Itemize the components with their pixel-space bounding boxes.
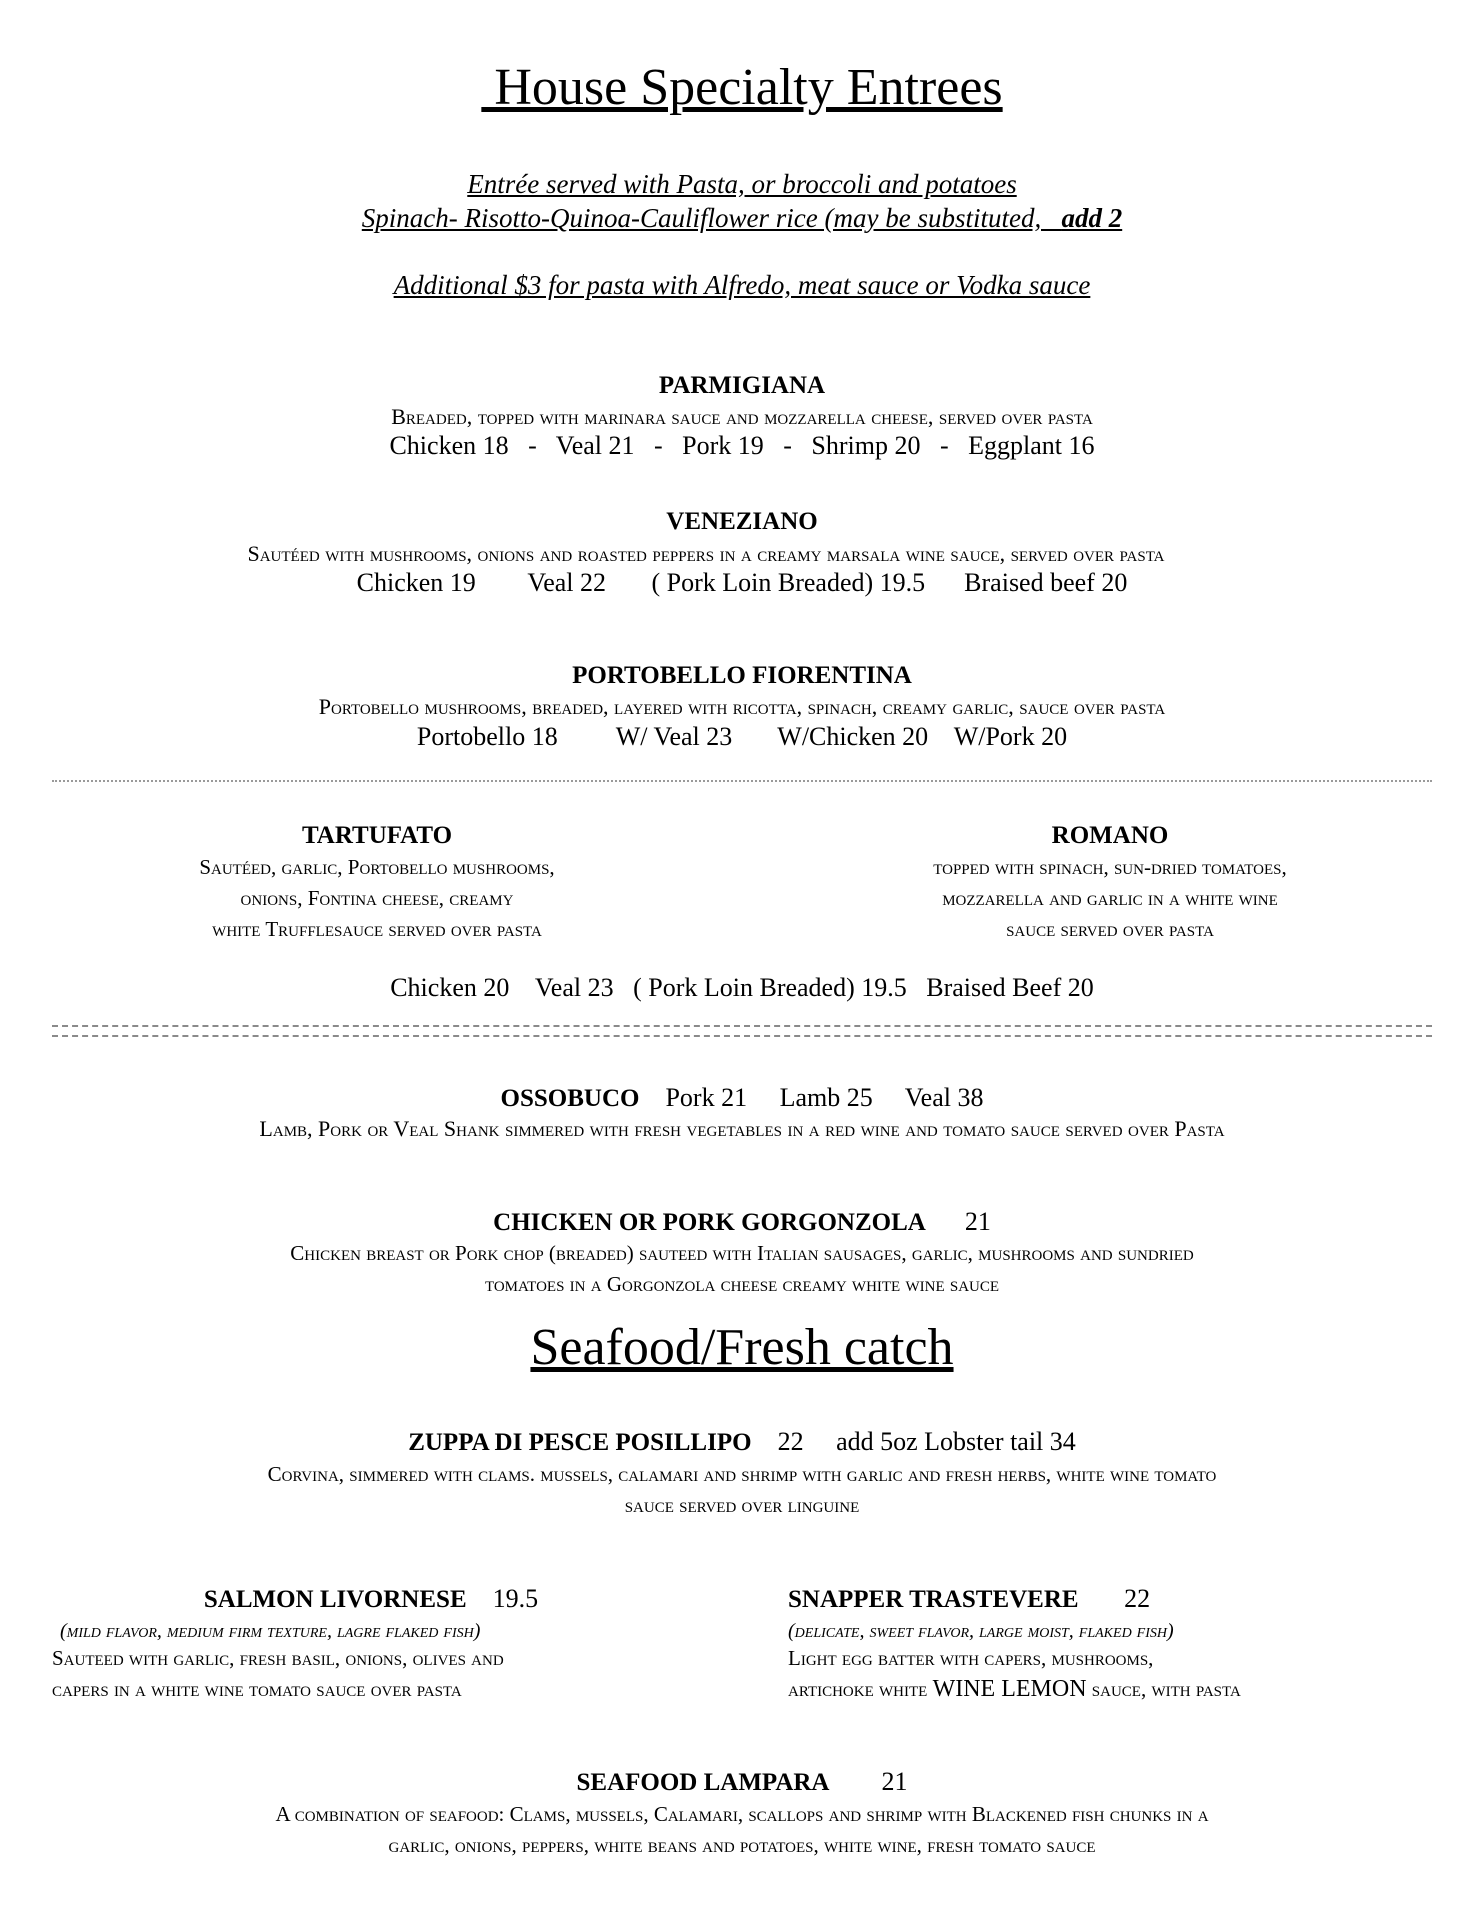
tartufato-description bbox=[52, 852, 702, 945]
gorgonzola-description bbox=[0, 1238, 1484, 1300]
gorgonzola-description-line: tomatoes in a Gorgonzola cheese creamy white wine sauce bbox=[484, 1272, 1000, 1296]
parmigiana-description: Breaded, topped with marinara sauce and mozzarella cheese, served over pasta bbox=[391, 404, 1093, 429]
salmon-heading bbox=[52, 1584, 712, 1614]
snapper-description-line bbox=[788, 1674, 1448, 1705]
ossobuco-heading bbox=[0, 1083, 1484, 1113]
gorgonzola-name: CHICKEN OR PORK GORGONZOLA bbox=[493, 1209, 926, 1236]
portobello-fiorentina-name: PORTOBELLO FIORENTINA bbox=[572, 662, 912, 689]
lampara-description-line: A combination of seafood: Clams, mussels, Calamari, scallops and shrimp with Blackened fish chunks in a bbox=[275, 1802, 1209, 1826]
sauce-surcharge-note: Additional $3 for pasta with Alfredo, meat sauce or Vodka sauce bbox=[393, 270, 1091, 300]
veneziano-description: Sautéed with mushrooms, onions and roasted peppers in a creamy marsala wine sauce, served over pasta bbox=[247, 541, 1165, 566]
romano-description-line: mozzarella and garlic in a white wine bbox=[942, 886, 1278, 910]
salmon-name: SALMON LIVORNESE bbox=[203, 1586, 467, 1613]
snapper-price: 22 bbox=[1078, 1584, 1151, 1613]
romano-description-line: topped with spinach, sun-dried tomatoes, bbox=[933, 855, 1287, 879]
gorgonzola-price: 21 bbox=[925, 1207, 991, 1236]
snapper-description bbox=[788, 1643, 1448, 1705]
ossobuco-description: Lamb, Pork or Veal Shank simmered with fresh vegetables in a red wine and tomato sauce served over Pasta bbox=[259, 1116, 1225, 1141]
substitution-note bbox=[0, 203, 1484, 234]
romano-description bbox=[800, 852, 1420, 945]
salmon-livornese-section bbox=[52, 1584, 712, 1705]
salmon-description bbox=[52, 1643, 712, 1705]
gorgonzola-heading bbox=[0, 1207, 1484, 1237]
lampara-name: SEAFOOD LAMPARA bbox=[576, 1769, 830, 1796]
lampara-price: 21 bbox=[829, 1767, 908, 1796]
portobello-fiorentina-description: Portobello mushrooms, breaded, layered with ricotta, spinach, creamy garlic, sauce over pasta bbox=[318, 694, 1166, 719]
snapper-description-line: Light egg batter with capers, mushrooms, bbox=[788, 1646, 1154, 1670]
snapper-flavor-note: (delicate, sweet flavor, large moist, flaked fish) bbox=[788, 1620, 1174, 1642]
salmon-description-line: Sauteed with garlic, fresh basil, onions, olives and bbox=[52, 1646, 504, 1670]
romano-name: ROMANO bbox=[1051, 822, 1169, 849]
lampara-description-line: garlic, onions, peppers, white beans and potatoes, white wine, fresh tomato sauce bbox=[388, 1833, 1096, 1857]
parmigiana-prices: Chicken 18 - Veal 21 - Pork 19 - Shrimp 20 - Eggplant 16 bbox=[389, 431, 1095, 460]
salmon-description-line: capers in a white wine tomato sauce over pasta bbox=[52, 1677, 462, 1701]
lampara-description bbox=[0, 1799, 1484, 1861]
veneziano-prices: Chicken 19 Veal 22 ( Pork Loin Breaded) 19.5 Braised beef 20 bbox=[356, 568, 1128, 597]
salmon-flavor-note: (mild flavor, medium firm texture, lagre flaked fish) bbox=[60, 1620, 481, 1642]
tartufato-description-line: onions, Fontina cheese, creamy bbox=[240, 886, 514, 910]
romano-description-line: sauce served over pasta bbox=[1006, 917, 1214, 941]
zuppa-description bbox=[0, 1459, 1484, 1521]
tartufato-section bbox=[52, 822, 702, 945]
snapper-sauce-highlight: WINE LEMON bbox=[932, 1676, 1087, 1702]
parmigiana-name: PARMIGIANA bbox=[658, 372, 826, 399]
tartufato-romano-prices: Chicken 20 Veal 23 ( Pork Loin Breaded) 19.5 Braised Beef 20 bbox=[390, 973, 1094, 1002]
zuppa-description-line: Corvina, simmered with clams. mussels, calamari and shrimp with garlic and fresh herbs, white wine tomato bbox=[267, 1462, 1217, 1486]
snapper-trastevere-section bbox=[788, 1584, 1448, 1705]
zuppa-heading bbox=[0, 1427, 1484, 1457]
snapper-name: SNAPPER TRASTEVERE bbox=[788, 1586, 1079, 1613]
portobello-fiorentina-prices: Portobello 18 W/ Veal 23 W/Chicken 20 W/Pork 20 bbox=[416, 722, 1068, 751]
zuppa-price: 22 add 5oz Lobster tail 34 bbox=[751, 1427, 1076, 1456]
snapper-description-text: sauce, with pasta bbox=[1086, 1677, 1241, 1701]
gorgonzola-description-line: Chicken breast or Pork chop (breaded) sauteed with Italian sausages, garlic, mushrooms and sundried bbox=[290, 1241, 1194, 1265]
substitution-surcharge: add 2 bbox=[1061, 203, 1123, 233]
seafood-title: Seafood/Fresh catch bbox=[530, 1319, 954, 1376]
zuppa-name: ZUPPA DI PESCE POSILLIPO bbox=[408, 1429, 752, 1456]
salmon-price: 19.5 bbox=[466, 1584, 539, 1613]
tartufato-description-line: Sautéed, garlic, Portobello mushrooms, bbox=[199, 855, 555, 879]
tartufato-name: TARTUFATO bbox=[301, 822, 453, 849]
lampara-heading bbox=[0, 1767, 1484, 1797]
veneziano-name: VENEZIANO bbox=[666, 508, 818, 535]
tartufato-description-line: white Trufflesauce served over pasta bbox=[212, 917, 542, 941]
snapper-description-text: artichoke white bbox=[788, 1677, 933, 1701]
romano-section bbox=[800, 822, 1420, 945]
ossobuco-name: OSSOBUCO bbox=[500, 1085, 640, 1112]
zuppa-description-line: sauce served over linguine bbox=[624, 1493, 860, 1517]
dotted-divider bbox=[52, 780, 1432, 782]
double-divider bbox=[52, 1025, 1432, 1037]
ossobuco-prices: Pork 21 Lamb 25 Veal 38 bbox=[639, 1083, 984, 1112]
snapper-heading bbox=[788, 1584, 1448, 1614]
house-specialty-title: House Specialty Entrees bbox=[481, 59, 1003, 116]
substitution-text: Spinach- Risotto-Quinoa-Cauliflower rice (may be substituted, bbox=[361, 203, 1062, 233]
serving-note: Entrée served with Pasta, or broccoli and potatoes bbox=[467, 169, 1017, 199]
